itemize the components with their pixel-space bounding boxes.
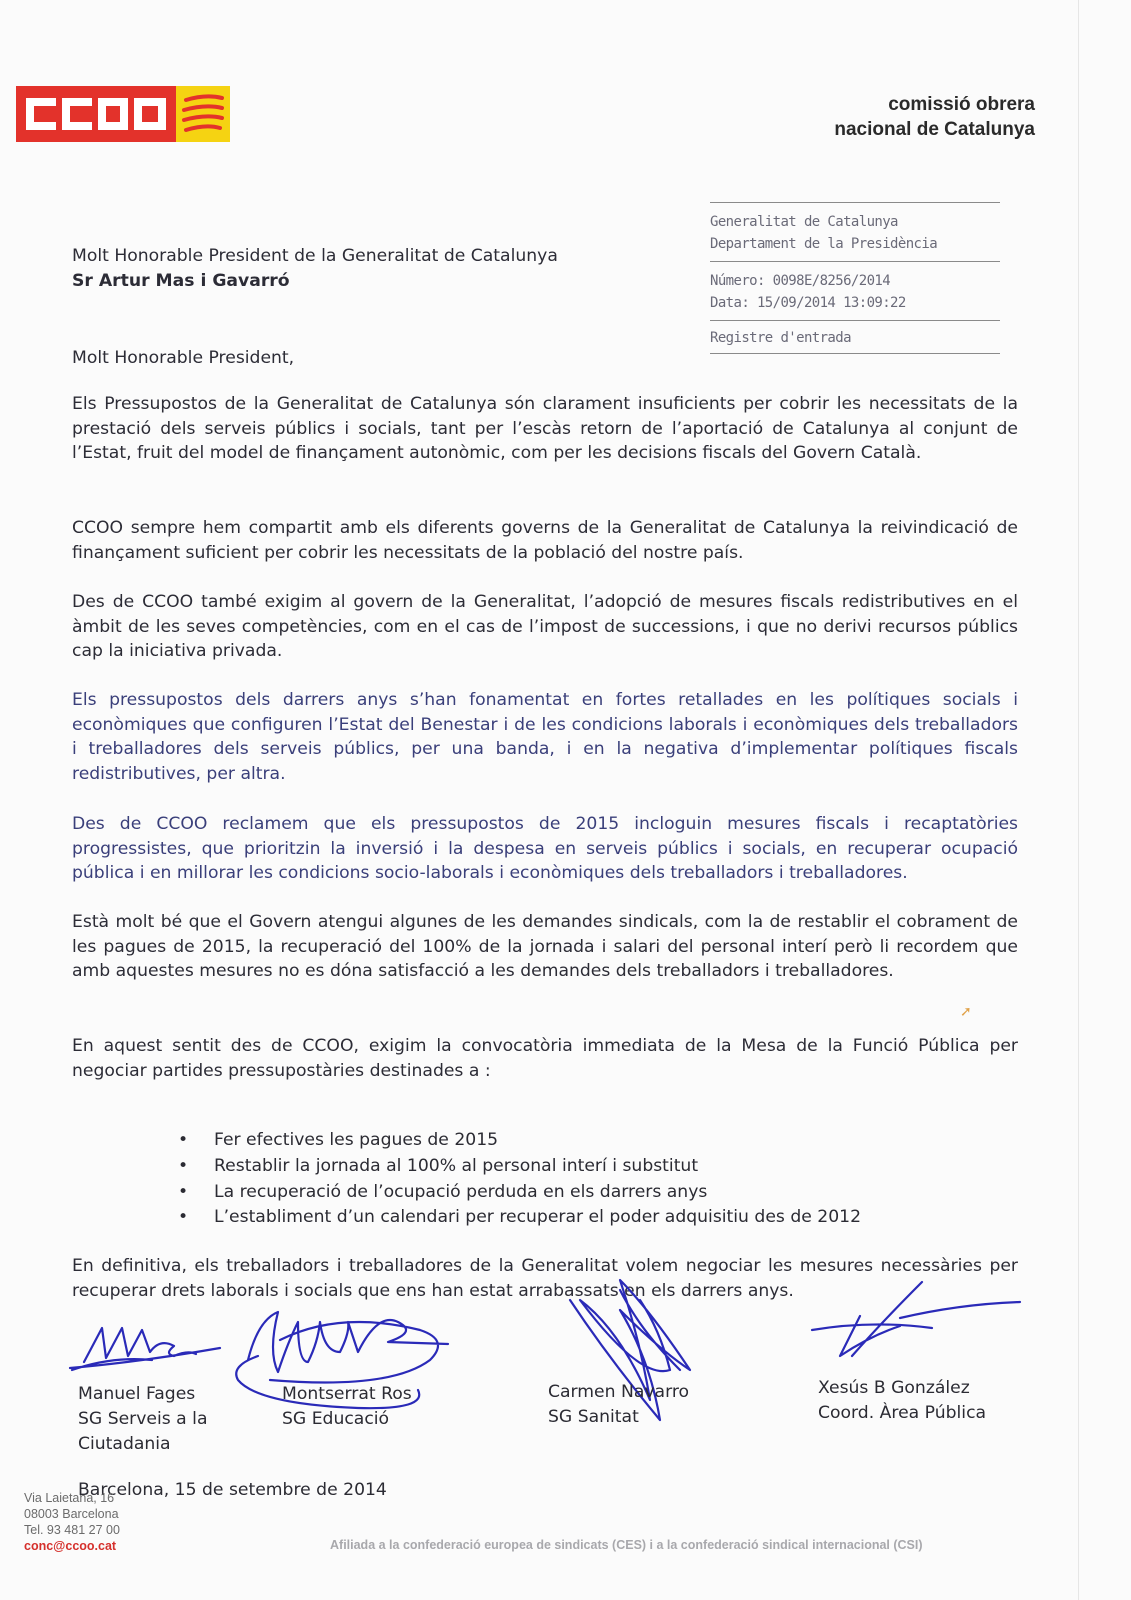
footer-city: 08003 Barcelona (24, 1507, 119, 1521)
demands-list (170, 1128, 861, 1231)
addressee (72, 244, 558, 293)
stamp-data: Data: 15/09/2014 13:09:22 (710, 295, 906, 311)
stamp-line1: Generalitat de Catalunya (710, 214, 898, 230)
signatory-name: Xesús B González (818, 1378, 970, 1398)
signatory-ros (282, 1382, 412, 1432)
footer-street: Via Laietana, 16 (24, 1491, 115, 1505)
signatory-name: Manuel Fages (78, 1384, 196, 1404)
paragraph-4: Els pressupostos dels darrers anys s’han fonamentat en fortes retallades en les polítiques socials i econòmiques que configuren l’Estat del Benestar i de les condicions laborals i econòmiques dels treballadors i treballadores dels serveis públics, per una banda, i en la negativa d’implementar polítiques fiscals redistributives, per altra. (72, 690, 1018, 784)
org-name-line1: comissió obrera (888, 94, 1035, 115)
list-item-text: Restablir la jornada al 100% al personal interí i substitut (214, 1155, 699, 1176)
stamp-line2: Departament de la Presidència (710, 236, 938, 252)
addressee-title: Molt Honorable President de la Generalitat de Catalunya (72, 246, 558, 266)
paragraph-7: En aquest sentit des de CCOO, exigim la convocatòria immediata de la Mesa de la Funció Pública per negociar partides pressupostàries destinades a : (72, 1036, 1018, 1081)
list-item-text: Fer efectives les pagues de 2015 (214, 1130, 499, 1150)
signatory-role: SG Educació (282, 1409, 390, 1429)
list-item-text: La recuperació de l’ocupació perduda en els darrers anys (214, 1181, 708, 1202)
org-name-line2: nacional de Catalunya (834, 119, 1035, 140)
signatory-gonzalez (818, 1376, 986, 1426)
stamp-header (710, 203, 1000, 261)
bullet-icon: • (178, 1155, 189, 1176)
signatory-role: SG Sanitat (548, 1407, 639, 1427)
footer-email-link[interactable]: conc@ccoo.cat (24, 1539, 117, 1553)
stamp-number-block (710, 262, 1000, 320)
list-item (170, 1180, 861, 1206)
list-item (170, 1154, 861, 1180)
stamp-registre: Registre d'entrada (710, 330, 851, 346)
registry-stamp (710, 202, 1000, 354)
signatory-name: Carmen Navarro (548, 1382, 690, 1402)
bullet-icon: • (178, 1207, 189, 1228)
margin-mark: ➚ (960, 1004, 972, 1020)
paragraph-5: Des de CCOO reclamem que els pressupostos de 2015 incloguin mesures fiscals i recaptatòries progressistes, que prioritzin la inversió i la despesa en serveis públics i socials, en recuperar ocupació pública i en millorar les condicions socio-laborals i econòmiques dels treballadors i treballadores. (72, 814, 1018, 884)
list-item (170, 1205, 861, 1231)
list-item (170, 1128, 861, 1154)
ccoo-logo (16, 86, 230, 142)
paragraph-2: CCOO sempre hem compartit amb els diferents governs de la Generalitat de Catalunya la reivindicació de finançament suficient per cobrir les necessitats de la població del nostre país. (72, 518, 1018, 563)
addressee-name: Sr Artur Mas i Gavarró (72, 270, 290, 291)
ccoo-logo-graphic (16, 86, 230, 142)
paragraph-3: Des de CCOO també exigim al govern de la Generalitat, l’adopció de mesures fiscals redistributives en el àmbit de les seves competències, com en el cas de l’impost de successions, i que no derivi recursos públics cap la iniciativa privada. (72, 592, 1018, 662)
org-name (834, 92, 1035, 142)
salutation: Molt Honorable President, (72, 348, 295, 368)
closing-paragraph: En definitiva, els treballadors i treballadores de la Generalitat volem negociar les mesures necessàries per recuperar drets laborals i socials que ens han estat arrabassats en els darrers anys. (72, 1256, 1018, 1301)
stamp-rule (710, 353, 1000, 354)
footer-address (24, 1490, 120, 1554)
bullet-icon: • (178, 1181, 189, 1202)
footer-affiliation: Afiliada a la confederació europea de sindicats (CES) i a la confederació sindical internacional (CSI) (330, 1538, 923, 1552)
stamp-numero: Número: 0098E/8256/2014 (710, 273, 891, 289)
signatory-role: Coord. Àrea Pública (818, 1403, 987, 1423)
signatory-navarro (548, 1380, 689, 1430)
paragraph-6: Està molt bé que el Govern atengui algunes de les demandes sindicals, com la de restablir el cobrament de les pagues de 2015, la recuperació del 100% de la jornada i salari del personal interí però li recordem que amb aquestes mesures no es dóna satisfacció a les demandes dels treballadors i treballadores. (72, 912, 1018, 982)
bullet-icon: • (178, 1130, 189, 1150)
signatory-role: SG Serveis a la (78, 1409, 208, 1429)
paragraph-1: Els Pressupostos de la Generalitat de Catalunya són clarament insuficients per cobrir les necessitats de la prestació dels serveis públics i socials, tant per l’escàs retorn de l’aportació de Catalunya al conjunt de l’Estat, fruit del model de finançament autonòmic, com per les decisions fiscals del Govern Català. (72, 394, 1018, 464)
place-date: Barcelona, 15 de setembre de 2014 (78, 1480, 387, 1500)
list-item-text: L’establiment d’un calendari per recuperar el poder adquisitiu des de 2012 (214, 1207, 862, 1228)
signatory-name: Montserrat Ros (282, 1384, 412, 1404)
signatory-fages (78, 1382, 208, 1457)
stamp-registre-block (710, 321, 1000, 353)
footer-tel: Tel. 93 481 27 00 (24, 1523, 120, 1537)
signatory-role: Ciutadania (78, 1434, 171, 1454)
